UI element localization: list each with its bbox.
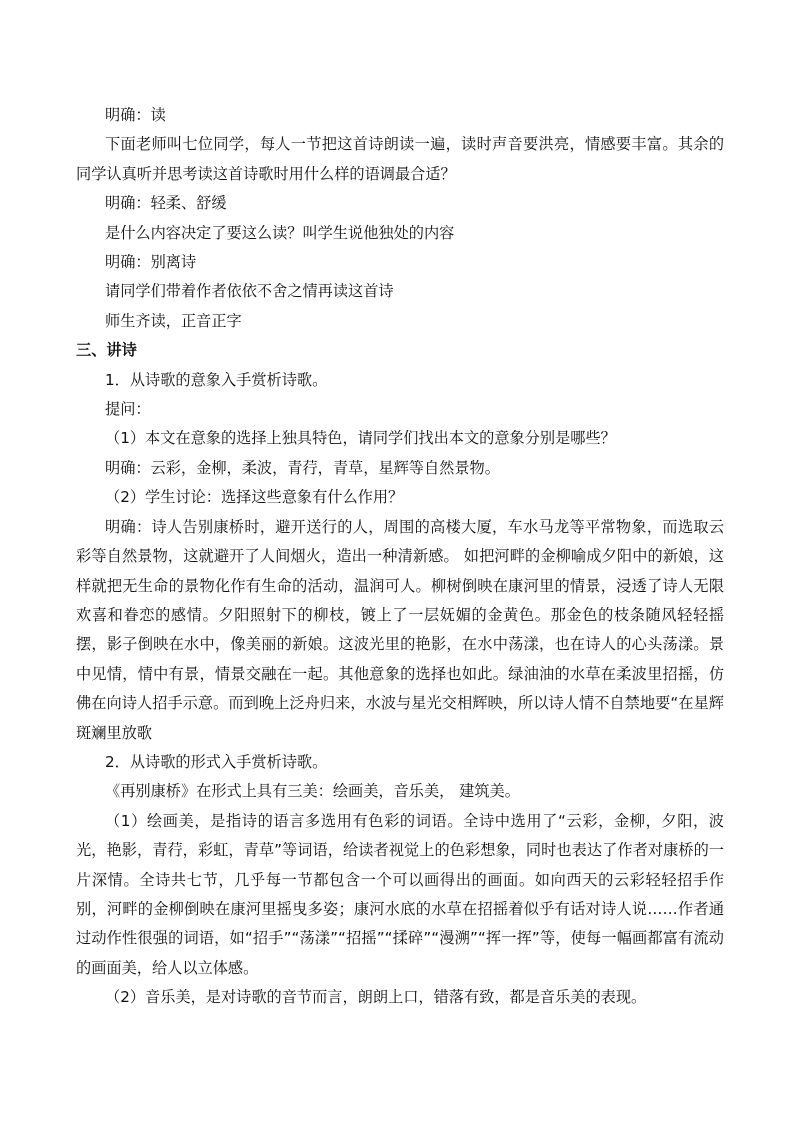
paragraph-question-2: （2）学生讨论：选择这些意象有什么作用？ — [105, 488, 404, 507]
section-heading: 三、讲诗 — [76, 341, 137, 360]
paragraph-reread: 请同学们带着作者依依不舍之情再读这首诗 — [105, 282, 394, 301]
paragraph-question-1: （1）本文在意象的选择上独具特色，请同学们找出本文的意象分别是哪些？ — [105, 429, 616, 448]
paragraph-answer-analysis: 明确：诗人告别康桥时，避开送行的人，周围的高楼大厦，车水马龙等平常物象，而选取云彩等自然景物，这就避开了人间烟火，造出一种清新感。 如把河畔的金柳喻成夕阳中的新娘，这样就把无生命的景物化作有生命的活动，温润可人。柳树倒映在康河里的情景，浸透了诗人无限欢喜和眷恋的感情。夕阳照射下的柳枝，镀上了一层妩媚的金黄色。那金色的枝条随风轻轻摇摆，影子倒映在水中，像美丽的新娘。这波光里的艳影，在水中荡漾，也在诗人的心头荡漾。景中见情，情中有景，情景交融在一起。其他意象的选择也如此。绿油油的水草在柔波里招摇，仿佛在向诗人招手示意。而到晚上泛舟归来，水波与星光交相辉映，所以诗人情不自禁地要“在星辉斑斓里放歌 — [76, 517, 724, 742]
paragraph-point-1: 1．从诗歌的意象入手赏析诗歌。 — [105, 370, 328, 389]
paragraph-answer-farewell: 明确：别离诗 — [105, 253, 197, 272]
paragraph-question-content: 是什么内容决定了要这么读？叫学生说他独处的内容 — [105, 223, 455, 242]
paragraph-music-beauty: （2）音乐美，是对诗歌的音节而言，朗朗上口，错落有致，都是音乐美的表现。 — [105, 988, 647, 1007]
paragraph-point-2: 2．从诗歌的形式入手赏析诗歌。 — [105, 752, 328, 771]
paragraph-answer-read: 明确：读 — [105, 106, 166, 124]
paragraph-teacher-instruction: 下面老师叫七位同学，每人一节把这首诗朗读一遍，读时声音要洪亮，情感要丰富。其余的同学认真听并思考读这首诗歌时用什么样的语调最合适？ — [76, 135, 724, 183]
paragraph-answer-imagery: 明确：云彩，金柳，柔波，青荇，青草，星辉等自然景物。 — [105, 458, 500, 477]
paragraph-answer-tone: 明确：轻柔、舒缓 — [105, 194, 227, 213]
document-body — [76, 101, 724, 1013]
paragraph-three-beauties: 《再别康桥》在形式上具有三美：绘画美，音乐美， 建筑美。 — [105, 782, 520, 801]
paragraph-painting-beauty: （1）绘画美，是指诗的语言多选用有色彩的词语。全诗中选用了“云彩，金柳，夕阳，波光，艳影，青荇，彩虹，青草”等词语，给读者视觉上的色彩想象，同时也表达了作者对康桥的一片深情。全诗共七节，几乎每一节都包含一个可以画得出的画面。如向西天的云彩轻轻招手作别，河畔的金柳倒映在康河里摇曳多姿；康河水底的水草在招摇着似乎有话对诗人说……作者通过动作性很强的词语，如“招手”“荡漾”“招摇”“揉碎”“漫溯”“挥一挥”等，使每一幅画都富有流动的画面美，给人以立体感。 — [76, 811, 724, 977]
paragraph-question-label: 提问： — [105, 400, 151, 419]
paragraph-read-together: 师生齐读，正音正字 — [105, 311, 242, 330]
